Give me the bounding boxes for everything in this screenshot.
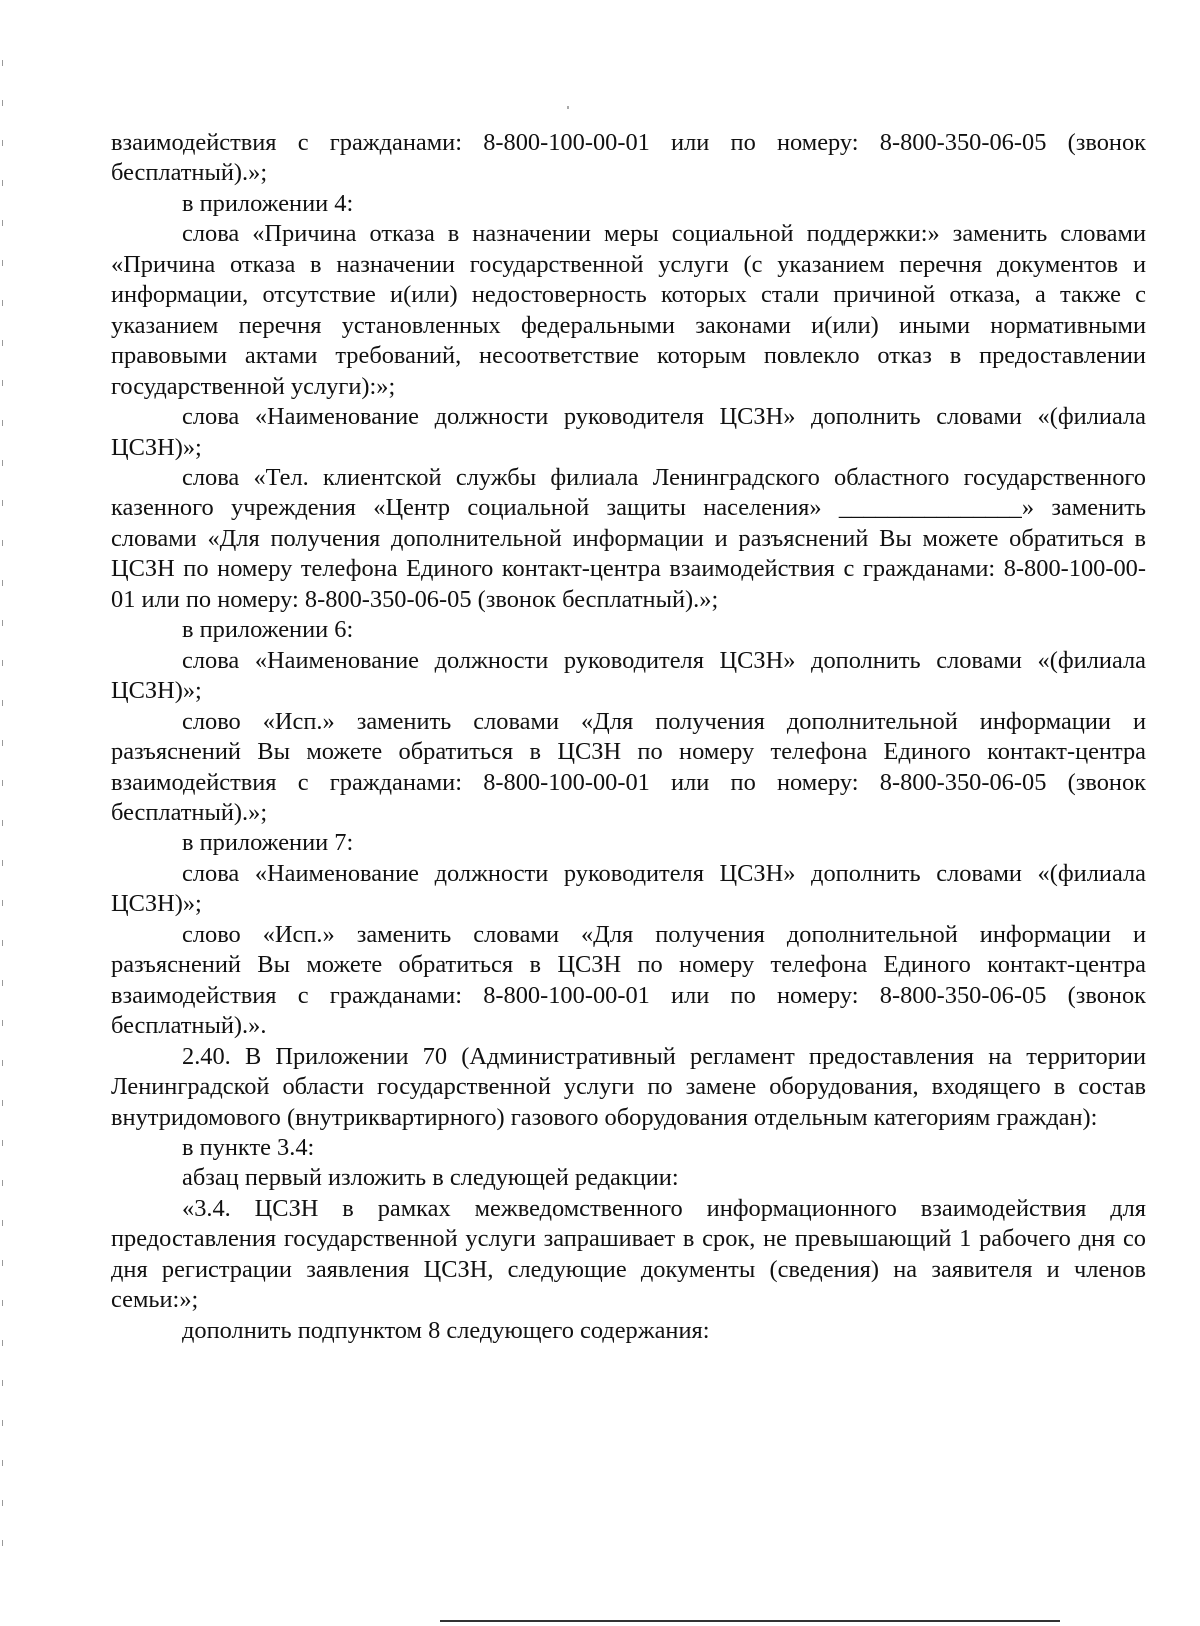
paragraph: слово «Исп.» заменить словами «Для получения дополнительной информации и разъяснений Вы можете обратиться в ЦСЗН по номеру телефона Единого контакт-центра взаимодействия с гражданами: 8-800-100-00-01 или по номеру: 8-800-350-06-05 (звонок бесплатный).». [111,920,1146,1040]
paragraph: слова «Причина отказа в назначении меры социальной поддержки:» заменить словами «Причина отказа в назначении государственной услуги (с указанием перечня документов и информации, отсутствие и(или) недостоверность которых стали причиной отказа, а также с указанием перечня установленных федеральными законами и(или) иными нормативными правовыми актами требований, несоответствие которым повлекло отказ в предоставлении государственной услуги):»; [111,220,1146,400]
paragraph: взаимодействия с гражданами: 8-800-100-00-01 или по номеру: 8-800-350-06-05 (звонок бесплатный).»; [111,129,1146,187]
paragraph: в пункте 3.4: [182,1133,315,1161]
paragraph: слова «Наименование должности руководителя ЦСЗН» дополнить словами «(филиала ЦСЗН)»; [111,403,1146,461]
paragraph: в приложении 7: [182,829,354,857]
paragraph: «3.4. ЦСЗН в рамках межведомственного информационного взаимодействия для предоставления государственной услуги запрашивает в срок, не превышающий 1 рабочего дня со дня регистрации заявления ЦСЗН, следующие документы (сведения) на заявителя и членов семьи:»; [111,1194,1146,1314]
scan-bottom-edge [440,1620,1060,1622]
paragraph: слова «Наименование должности руководителя ЦСЗН» дополнить словами «(филиала ЦСЗН)»; [111,859,1146,918]
document-body [111,128,1146,1346]
paragraph: дополнить подпунктом 8 следующего содержания: [182,1316,710,1344]
paragraph: 2.40. В Приложении 70 (Административный регламент предоставления на территории Ленинградской области государственной услуги по замене оборудования, входящего в состав внутридомового (внутриквартирного) газового оборудования отдельным категориям граждан): [111,1042,1146,1131]
paragraph: в приложении 6: [182,616,354,644]
paragraph: в приложении 4: [182,189,354,217]
paragraph: слова «Тел. клиентской службы филиала Ленинградского областного государственного казенного учреждения «Центр социальной защиты населения» _______________» заменить словами «Для получения дополнительной информации и разъяснений Вы можете обратиться в ЦСЗН по номеру телефона Единого контакт-центра взаимодействия с гражданами: 8-800-100-00-01 или по номеру: 8-800-350-06-05 (звонок бесплатный).»; [111,463,1146,613]
scan-speck [567,106,569,109]
paragraph: слова «Наименование должности руководителя ЦСЗН» дополнить словами «(филиала ЦСЗН)»; [111,646,1146,705]
paragraph: абзац первый изложить в следующей редакции: [182,1164,679,1192]
scan-left-edge [2,60,3,1580]
paragraph: слово «Исп.» заменить словами «Для получения дополнительной информации и разъяснений Вы можете обратиться в ЦСЗН по номеру телефона Единого контакт-центра взаимодействия с гражданами: 8-800-100-00-01 или по номеру: 8-800-350-06-05 (звонок бесплатный).»; [111,707,1146,826]
